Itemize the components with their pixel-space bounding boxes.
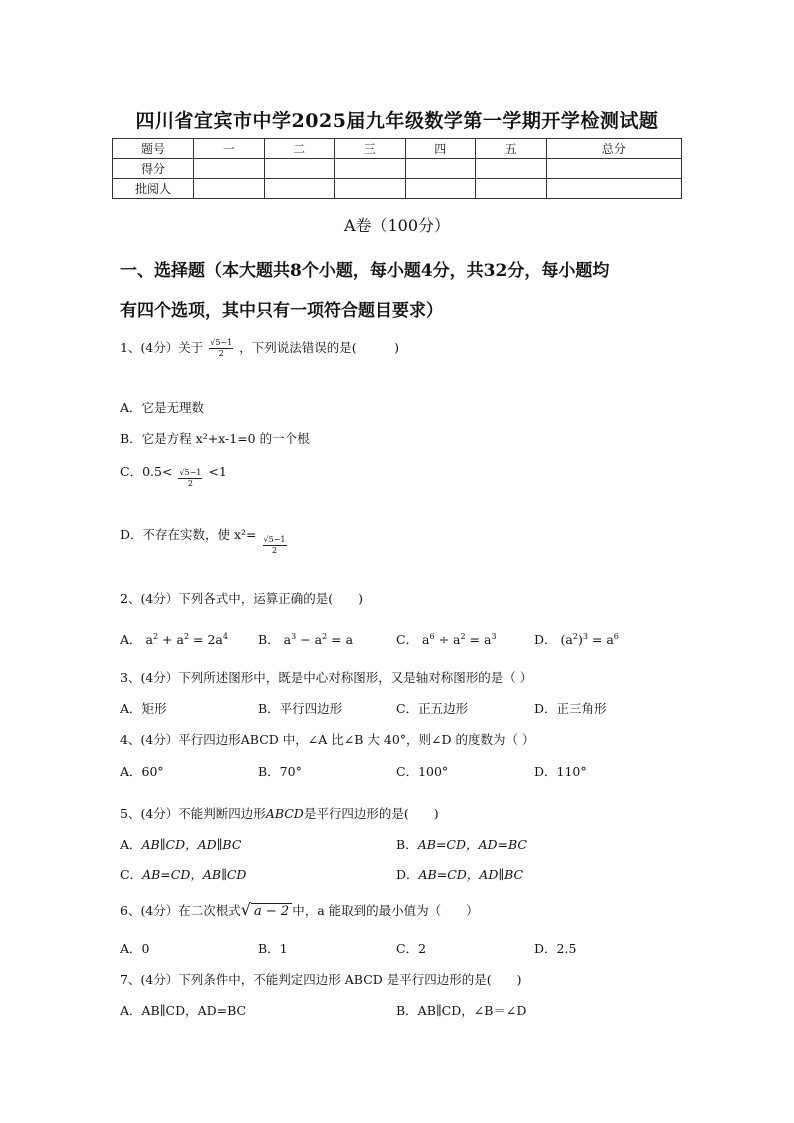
option-text: C．0.5<: [120, 464, 173, 479]
table-cell: 四: [405, 139, 476, 159]
question-5-option-c: [120, 865, 246, 883]
option-label: B．: [396, 837, 418, 852]
stem-math: ABCD: [265, 806, 304, 821]
question-7-option-b: B．AB∥CD，∠B＝∠D: [396, 1003, 527, 1018]
option-math: AB=CD，AD∥BC: [418, 867, 524, 882]
question-4-option-c: C．100°: [396, 764, 449, 779]
table-cell: 批阅人: [113, 179, 194, 199]
table-cell: [264, 179, 335, 199]
stem-text: 6、(4分）在二次根式: [120, 903, 241, 918]
table-cell: [476, 179, 547, 199]
table-cell: 三: [335, 139, 406, 159]
option-math: AB∥CD，AD∥BC: [141, 837, 242, 852]
fraction-numerator: √5−1: [179, 468, 202, 477]
table-cell: [405, 179, 476, 199]
question-5-option-a: [120, 835, 241, 853]
question-3-option-c: C．正五边形: [396, 701, 469, 716]
fraction: [209, 338, 233, 359]
table-cell: [546, 159, 682, 179]
fraction-denominator: 2: [187, 479, 193, 488]
score-table: [112, 138, 682, 199]
stem-text: 中，a 能取到的最小值为（ ）: [292, 903, 479, 918]
table-cell: [194, 159, 265, 179]
table-cell: [476, 159, 547, 179]
table-cell: 题号: [113, 139, 194, 159]
question-5-option-d: [396, 865, 523, 883]
option-label: C．: [120, 867, 143, 882]
question-7-option-a: A．AB∥CD，AD=BC: [120, 1003, 247, 1018]
question-6-option-b: B．1: [258, 941, 288, 956]
table-cell: 五: [476, 139, 547, 159]
table-row: [113, 179, 682, 199]
table-row: [113, 139, 682, 159]
question-1-option-d: [120, 525, 289, 556]
question-1-stem: [120, 338, 399, 359]
table-cell: 总分: [546, 139, 682, 159]
question-2-option-a: A． $a^2 + a^2 = 2a^4$: [120, 631, 228, 647]
fraction-numerator: √5−1: [263, 535, 286, 544]
table-cell: [546, 179, 682, 199]
question-6-stem: [120, 900, 479, 919]
question-5-stem: [120, 804, 439, 822]
question-5-option-b: [396, 835, 527, 853]
fraction: [263, 535, 287, 556]
question-4-option-b: B．70°: [258, 764, 302, 779]
option-label: A．: [120, 837, 142, 852]
exam-title: 四川省宜宾市中学2025届九年级数学第一学期开学检测试题: [135, 110, 659, 132]
option-text: D．不存在实数，使 x²=: [120, 527, 257, 542]
option-label: A．: [120, 632, 142, 647]
question-4-stem: 4、(4分）平行四边形ABCD 中，∠A 比∠B 大 40°，则∠D 的度数为（ ）: [120, 732, 535, 747]
question-2-stem: 2、(4分）下列各式中，运算正确的是( ): [120, 591, 364, 606]
question-3-option-d: D．正三角形: [534, 701, 607, 716]
part1-heading-line1: 一、选择题（本大题共8个小题，每小题4分，共32分，每小题均: [120, 261, 610, 281]
table-row: [113, 159, 682, 179]
table-cell: [194, 179, 265, 199]
question-1-option-c: [120, 462, 227, 489]
table-cell: [405, 159, 476, 179]
radicand: a − 2: [251, 903, 292, 919]
option-math: AB=CD，AD=BC: [417, 837, 527, 852]
table-cell: 一: [194, 139, 265, 159]
option-text: <1: [208, 464, 227, 479]
stem-text: 5、(4分）不能判断四边形: [120, 806, 266, 821]
question-2-option-b: B． $a^3 - a^2 = a$: [258, 631, 354, 647]
question-1-option-a: A．它是无理数: [120, 400, 205, 415]
option-label: D．: [396, 867, 419, 882]
question-6-option-d: D．2.5: [534, 941, 577, 956]
question-7-stem: 7、(4分）下列条件中，不能判定四边形 ABCD 是平行四边形的是( ): [120, 972, 522, 987]
table-cell: 二: [264, 139, 335, 159]
option-label: D．: [534, 632, 557, 647]
question-3-stem: 3、(4分）下列所述图形中，既是中心对称图形，又是轴对称图形的是（ ）: [120, 670, 533, 685]
question-6-option-a: A．0: [120, 941, 150, 956]
stem-text: ，下列说法错误的是( ): [239, 340, 400, 355]
question-3-option-a: A．矩形: [120, 701, 167, 716]
option-math: AB=CD，AB∥CD: [142, 867, 247, 882]
option-label: C．: [396, 632, 419, 647]
question-1-option-b: B．它是方程 x²+x-1=0 的一个根: [120, 431, 310, 446]
table-cell: 得分: [113, 159, 194, 179]
part1-heading-line2: 有四个选项，其中只有一项符合题目要求）: [120, 301, 443, 321]
question-4-option-a: A．60°: [120, 764, 164, 779]
option-label: B．: [258, 632, 280, 647]
question-2-option-c: C． $a^6 \div a^2 = a^3$: [396, 631, 497, 647]
stem-text: 1、(4分）关于: [120, 340, 204, 355]
fraction: [178, 468, 202, 489]
section-a-title: A卷（100分）: [343, 216, 451, 235]
question-3-option-b: B．平行四边形: [258, 701, 343, 716]
table-cell: [264, 159, 335, 179]
table-cell: [335, 159, 406, 179]
fraction-denominator: 2: [218, 349, 224, 358]
question-2-option-d: D． $(a^2)^3 = a^6$: [534, 631, 619, 647]
fraction-denominator: 2: [271, 546, 278, 555]
stem-text: 是平行四边形的是( ): [303, 806, 439, 821]
radical-sign: √: [240, 900, 251, 919]
fraction-numerator: √5−1: [210, 338, 233, 347]
table-cell: [335, 179, 406, 199]
question-6-option-c: C．2: [396, 941, 427, 956]
question-4-option-d: D．110°: [534, 764, 587, 779]
